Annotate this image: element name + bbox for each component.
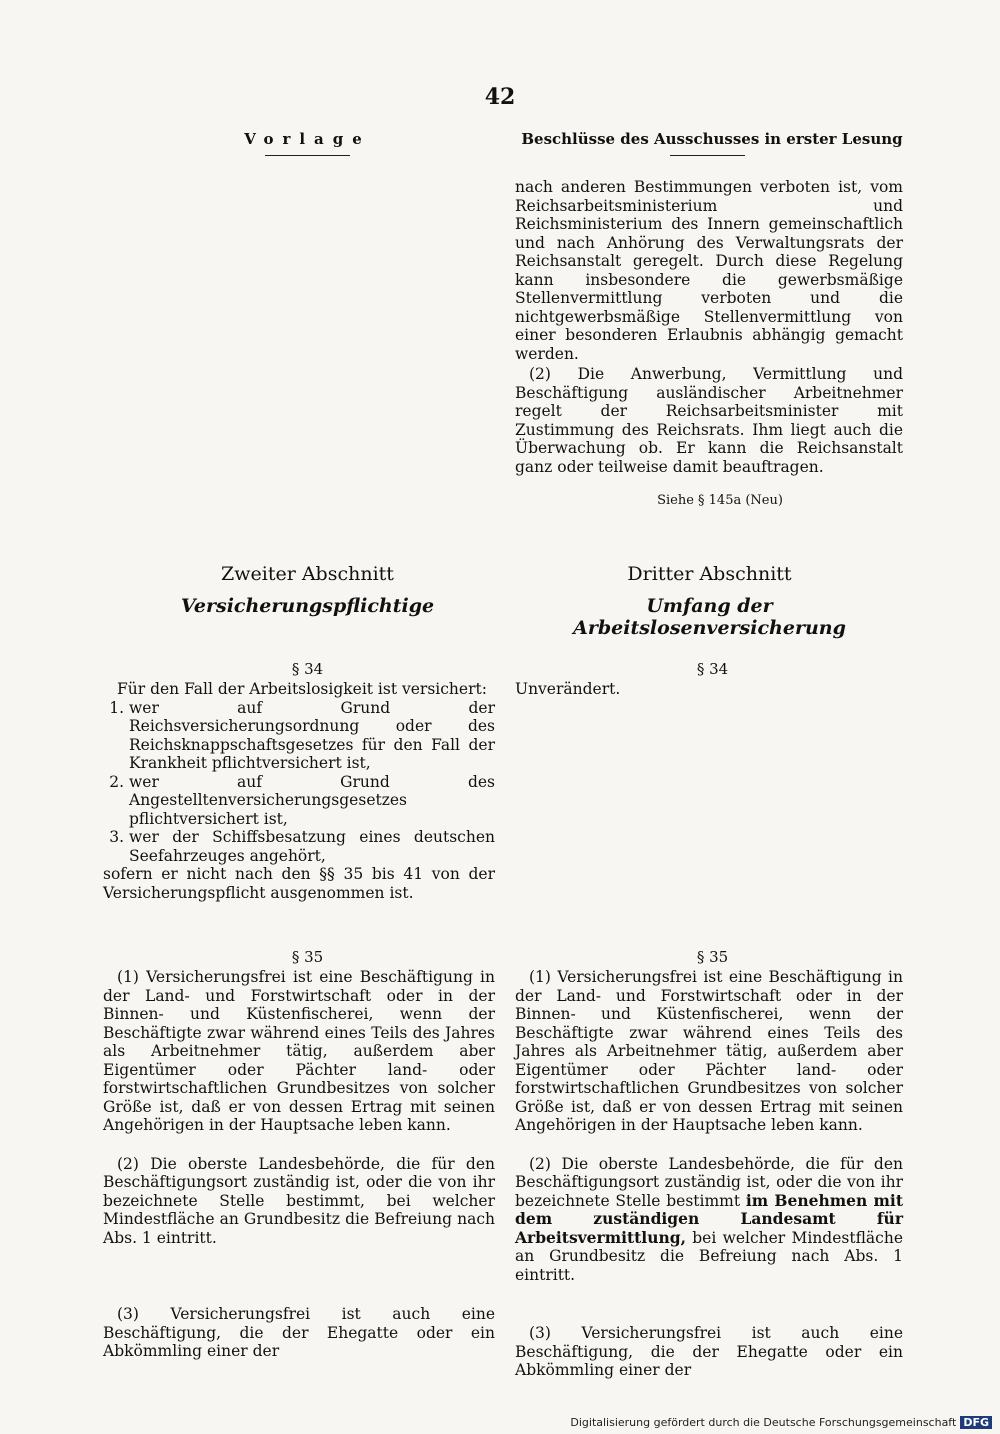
s34-left-text — [103, 680, 495, 902]
right-header-rule — [670, 155, 745, 156]
left-column-header: Vorlage — [244, 130, 371, 148]
s35-right-p2-start: (2) Die oberste Landesbehörde, die für den Beschäftigungsort zuständig ist, oder die von ihr bezeichnete Stelle bestimmt — [515, 1154, 903, 1210]
s34-intro: Für den Fall der Arbeitslosigkeit ist versichert: — [117, 680, 487, 698]
s34-item-2: 2. wer auf Grund des Angestelltenversicherungsgesetzes pflichtversichert ist, — [129, 773, 495, 829]
s35-right-sign: § 35 — [696, 948, 729, 966]
right-top-text — [515, 178, 903, 476]
s35-left-p3: (3) Versicherungsfrei ist auch eine Beschäftigung, die der Ehegatte oder ein Abkömmling einer der — [103, 1305, 495, 1360]
s34-item-3: 3. wer der Schiffsbesatzung eines deutschen Seefahrzeuges angehört, — [129, 828, 495, 865]
s35-left-sign: § 35 — [291, 948, 324, 966]
siehe-reference: Siehe § 145a (Neu) — [657, 493, 783, 508]
dfg-logo: DFG — [960, 1416, 992, 1429]
s35-right-p3: (3) Versicherungsfrei ist auch eine Beschäftigung, die der Ehegatte oder ein Abkömmling einer der — [515, 1324, 903, 1379]
right-column-header: Beschlüsse des Ausschusses in erster Lesung — [521, 130, 903, 148]
s35-right-p2-end: bei welcher Mindestfläche an Grundbesitz die Befreiung nach Abs. 1 eintritt. — [515, 1228, 903, 1284]
s35-right-p2-amendment: im Benehmen mit dem zuständigen Landesamt für Arbeitsvermittlung, — [515, 1190, 903, 1247]
s35-right-p1: (1) Versicherungsfrei ist eine Beschäftigung in der Land- und Forstwirtschaft oder in der Binnen- und Küstenfischerei, wenn der Beschäftigte zwar während eines Teils des Jahres als Arbeitnehmer tätig, außerdem aber Eigentümer oder Pächter land- oder forstwirtschaftlichen Grundbesitzes von solcher Größe ist, daß er von dessen Ertrag mit seinen Angehörigen in der Hauptsache leben kann. — [515, 968, 903, 1134]
left-section-title: Zweiter Abschnitt — [221, 563, 394, 585]
footer — [570, 1416, 992, 1429]
s34-list — [103, 699, 495, 866]
s35-right-p2 — [515, 1155, 903, 1285]
page-number: 42 — [484, 84, 516, 110]
paragraph-2: (2) Die Anwerbung, Vermittlung und Beschäftigung ausländischer Arbeitnehmer regelt der Reichsarbeitsminister mit Zustimmung des Reichsrats. Ihm liegt auch die Überwachung ob. Er kann die Reichsanstalt ganz oder teilweise damit beauftragen. — [515, 365, 903, 476]
s34-right-sign: § 34 — [696, 660, 729, 678]
right-section-subtitle: Umfang der Arbeitslosenversicherung — [573, 595, 846, 639]
s34-outro: sofern er nicht nach den §§ 35 bis 41 von der Versicherungspflicht ausgenommen ist. — [103, 865, 495, 902]
footer-text: Digitalisierung gefördert durch die Deutsche Forschungsgemeinschaft — [570, 1416, 957, 1429]
continuation-paragraph: nach anderen Bestimmungen verboten ist, vom Reichsarbeitsministerium und Reichsministerium des Innern gemeinschaftlich und nach Anhörung des Verwaltungsrats der Reichsanstalt geregelt. Durch diese Regelung kann insbesondere die gewerbsmäßige Stellenvermittlung verboten und die nichtgewerbsmäßige Stellenvermittlung von einer besonderen Erlaubnis abhängig gemacht werden. — [515, 178, 903, 363]
s34-left-sign: § 34 — [291, 660, 324, 678]
s35-left-text — [103, 968, 495, 1361]
right-section-title: Dritter Abschnitt — [627, 563, 792, 585]
s35-left-p2: (2) Die oberste Landesbehörde, die für den Beschäftigungsort zuständig ist, oder die von ihr bezeichnete Stelle bestimmt, bei welcher Mindestfläche an Grundbesitz die Befreiung nach Abs. 1 eintritt. — [103, 1154, 495, 1247]
s34-right-text: Unverändert. — [515, 680, 621, 698]
left-section-subtitle: Versicherungspflichtige — [180, 595, 435, 617]
s35-left-p1: (1) Versicherungsfrei ist eine Beschäftigung in der Land- und Forstwirtschaft oder in der Binnen- und Küstenfischerei, wenn der Beschäftigte zwar während eines Teils des Jahres als Arbeitnehmer tätig, außerdem aber Eigentümer oder Pächter land- oder forstwirtschaftlichen Grundbesitzes von solcher Größe ist, daß er von dessen Ertrag mit seinen Angehörigen in der Hauptsache leben kann. — [103, 968, 495, 1134]
s35-right-text — [515, 968, 903, 1380]
s34-item-1: 1. wer auf Grund der Reichsversicherungsordnung oder des Reichsknappschaftsgesetzes für den Fall der Krankheit pflichtversichert ist, — [129, 699, 495, 773]
left-header-rule — [265, 155, 350, 156]
